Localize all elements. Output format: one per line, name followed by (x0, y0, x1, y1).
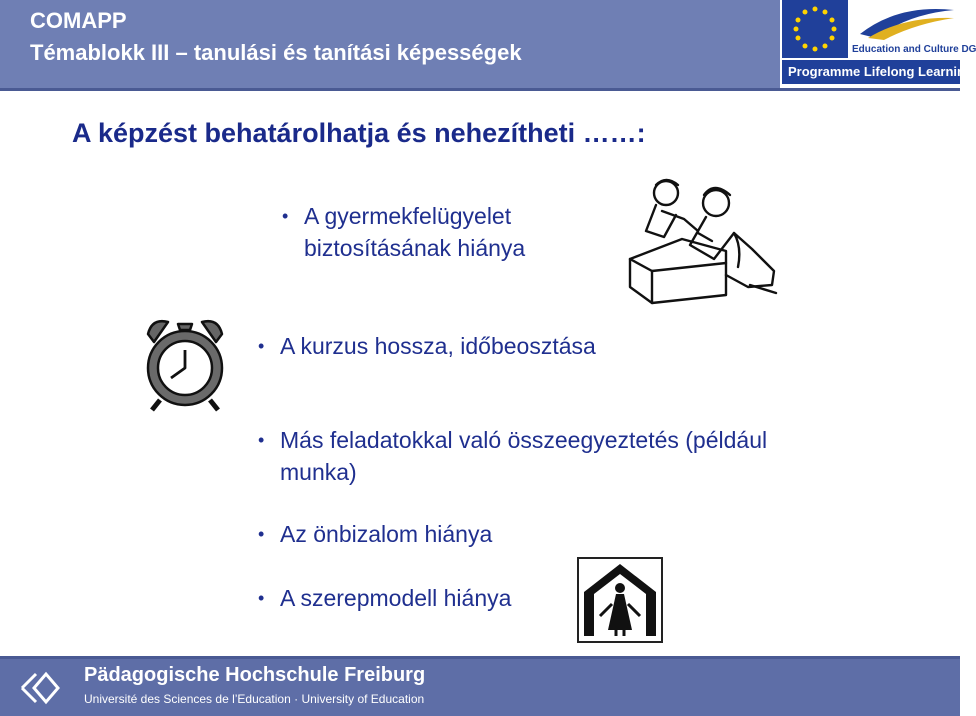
footer-institution-sub: Université des Sciences de l’Education · University of Education (84, 692, 425, 706)
bullet-text-line2: biztosításának hiánya (304, 235, 526, 261)
programme-text: Programme Lifelong Learning (788, 64, 973, 79)
house-role-model-icon (576, 556, 664, 644)
brand-name: COMAPP (30, 8, 127, 33)
ec-swoosh-icon (858, 4, 956, 42)
bullet-dot: • (258, 524, 265, 544)
slide-title: A képzést behatárolhatja és nehezítheti ……: (72, 118, 646, 148)
bullet-text-line1: A gyermekfelügyelet (304, 203, 512, 229)
children-playing-icon (622, 175, 782, 307)
alarm-clock-icon (138, 314, 232, 414)
bullet-course-length (258, 330, 596, 362)
bullet-dot: • (258, 588, 265, 608)
header-bar (0, 0, 780, 88)
bullet-text-line1: A kurzus hossza, időbeosztása (280, 333, 596, 359)
footer-bar (0, 656, 960, 716)
footer-institution: Pädagogische Hochschule Freiburg (84, 664, 426, 686)
bullet-dot: • (282, 206, 289, 226)
bullet-childcare (282, 200, 526, 264)
bullet-text-line1: A szerepmodell hiánya (280, 585, 512, 611)
bullet-text-line2: munka) (280, 459, 357, 485)
bullet-other-tasks (258, 424, 768, 488)
header-divider (0, 88, 960, 91)
header-subtitle: Témablokk III – tanulási és tanítási képességek (30, 40, 522, 65)
ph-freiburg-logo-icon (18, 666, 74, 710)
ec-text: Education and Culture DG (852, 44, 976, 55)
footer-divider (0, 656, 960, 659)
bullet-text-line1: Az önbizalom hiánya (280, 521, 493, 547)
eu-logo (782, 0, 976, 88)
bullet-dot: • (258, 336, 265, 356)
bullet-role-model (258, 582, 512, 614)
bullet-self-confidence (258, 518, 493, 550)
programme-bar (782, 60, 973, 84)
bullet-text-line1: Más feladatokkal való összeegyeztetés (például (280, 427, 768, 453)
eu-flag-icon (782, 0, 848, 58)
bullet-dot: • (258, 430, 265, 450)
